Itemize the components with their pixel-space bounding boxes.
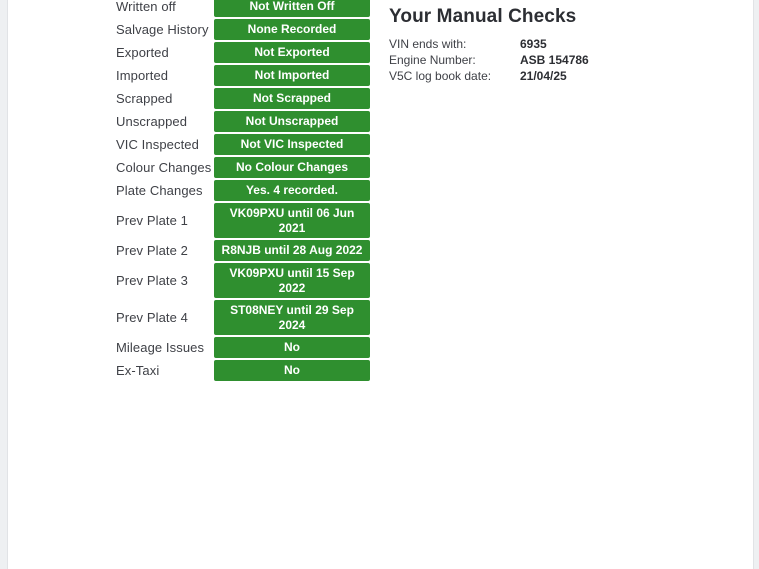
report-page — [7, 0, 754, 569]
check-status-badge: Not VIC Inspected — [214, 134, 370, 155]
check-label: Exported — [116, 45, 169, 60]
check-label: Mileage Issues — [116, 340, 205, 355]
check-row-prev-plate-1 — [116, 203, 381, 238]
check-label: Prev Plate 4 — [116, 310, 189, 325]
check-row-vic-inspected — [116, 134, 381, 155]
check-row-prev-plate-3 — [116, 263, 381, 298]
check-row-written-off — [116, 0, 381, 17]
check-status-badge: Yes. 4 recorded. — [214, 180, 370, 201]
manual-check-value: ASB 154786 — [520, 53, 589, 67]
check-row-prev-plate-4 — [116, 300, 381, 335]
manual-check-value: 6935 — [520, 37, 547, 51]
check-row-plate-changes — [116, 180, 381, 201]
manual-check-label: V5C log book date: — [389, 69, 492, 83]
check-status-badge: VK09PXU until 15 Sep 2022 — [214, 263, 370, 298]
check-status-badge: No — [214, 360, 370, 381]
check-status-badge: Not Scrapped — [214, 88, 370, 109]
check-row-salvage-history — [116, 19, 381, 40]
check-status-badge: Not Exported — [214, 42, 370, 63]
manual-check-value: 21/04/25 — [520, 69, 567, 83]
manual-check-row-engine-number — [389, 52, 689, 68]
check-status-badge: No — [214, 337, 370, 358]
manual-check-label: VIN ends with: — [389, 37, 467, 51]
manual-checks-title: Your Manual Checks — [389, 6, 577, 27]
check-label: Scrapped — [116, 91, 173, 106]
check-status-badge: Not Imported — [214, 65, 370, 86]
manual-check-row-v5c-date — [389, 68, 689, 84]
check-status-badge: R8NJB until 28 Aug 2022 — [214, 240, 370, 261]
check-row-prev-plate-2 — [116, 240, 381, 261]
check-status-badge: No Colour Changes — [214, 157, 370, 178]
check-label: Unscrapped — [116, 114, 188, 129]
check-label: Colour Changes — [116, 160, 212, 175]
check-status-badge: Not Written Off — [214, 0, 370, 17]
check-row-scrapped — [116, 88, 381, 109]
vehicle-checks-list — [116, 0, 381, 383]
manual-check-row-vin — [389, 36, 689, 52]
check-label: Imported — [116, 68, 169, 83]
check-label: Prev Plate 2 — [116, 243, 189, 258]
check-status-badge: Not Unscrapped — [214, 111, 370, 132]
check-row-imported — [116, 65, 381, 86]
manual-checks-panel — [389, 6, 689, 84]
manual-check-label: Engine Number: — [389, 53, 476, 67]
check-label: VIC Inspected — [116, 137, 199, 152]
check-status-badge: ST08NEY until 29 Sep 2024 — [214, 300, 370, 335]
check-row-colour-changes — [116, 157, 381, 178]
check-status-badge: VK09PXU until 06 Jun 2021 — [214, 203, 370, 238]
check-status-badge: None Recorded — [214, 19, 370, 40]
check-label: Prev Plate 3 — [116, 273, 189, 288]
check-row-exported — [116, 42, 381, 63]
check-label: Plate Changes — [116, 183, 203, 198]
check-label: Prev Plate 1 — [116, 213, 189, 228]
check-label: Salvage History — [116, 22, 209, 37]
check-row-mileage-issues — [116, 337, 381, 358]
check-row-ex-taxi — [116, 360, 381, 381]
check-label: Ex-Taxi — [116, 363, 160, 378]
check-label: Written off — [116, 0, 176, 14]
check-row-unscrapped — [116, 111, 381, 132]
